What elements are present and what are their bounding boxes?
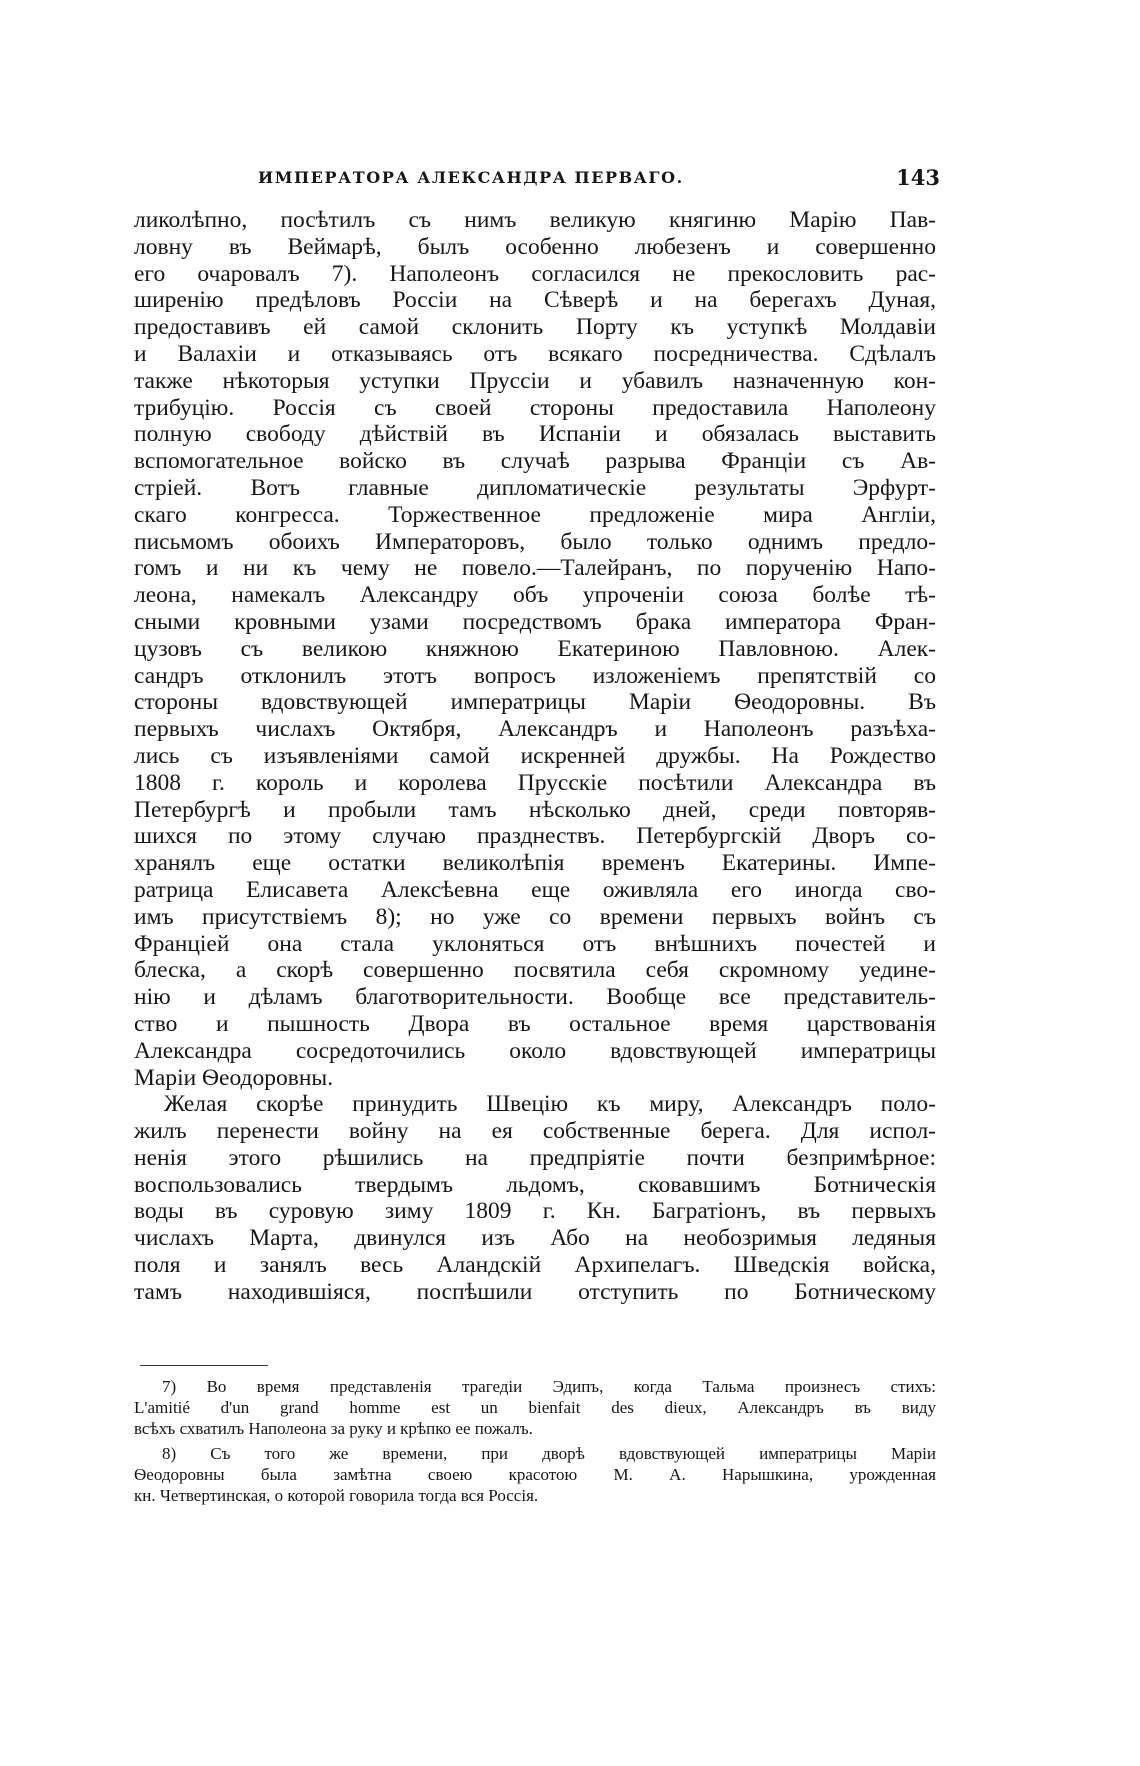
body-line: тамъ находившіяся, поспѣшили отступить по Ботническому (134, 1278, 936, 1305)
body-line: также нѣкоторыя уступки Пруссіи и убавилъ назначенную кон- (134, 367, 936, 394)
body-line: воды въ суровую зиму 1809 г. Кн. Багратіонъ, въ первыхъ (134, 1198, 936, 1225)
body-line: и Валахіи и отказываясь отъ всякаго посредничества. Сдѣлалъ (134, 340, 936, 367)
body-line: первыхъ числахъ Октября, Александръ и Наполеонъ разъѣха- (134, 716, 936, 743)
body-line: ловну въ Веймарѣ, былъ особенно любезенъ и совершенно (134, 233, 936, 260)
body-line: воспользовались твердымъ льдомъ, сковавшимъ Ботническія (134, 1171, 936, 1198)
footnote-7-line: всѣхъ схватилъ Наполеона за руку и крѣпко ее пожалъ. (134, 1419, 533, 1438)
body-line: сандръ отклонилъ этотъ вопросъ изложеніемъ препятствій со (134, 662, 936, 689)
body-line: Франціей она стала уклоняться отъ внѣшнихъ почестей и (134, 930, 936, 957)
body-line: трибуцію. Россія съ своей стороны предоставила Наполеону (134, 394, 936, 421)
body-line: лись съ изъявленіями самой искренней дружбы. На Рождество (134, 742, 936, 769)
body-line: леона, намекалъ Александру объ упроченіи союза болѣе тѣ- (134, 582, 936, 609)
body-line: поля и занялъ весь Аландскій Архипелагъ. Шведскія войска, (134, 1252, 936, 1279)
body-line: предоставивъ ей самой склонить Порту къ уступкѣ Молдавіи (134, 314, 936, 341)
footnote-7-line: 7) Во время представленія трагедіи Эдипъ, когда Тальма произнесъ стихъ: (162, 1377, 936, 1396)
body-line: сными кровными узами посредствомъ брака императора Фран- (134, 608, 936, 635)
body-line: его очаровалъ 7). Наполеонъ согласился не прекословить рас- (134, 260, 936, 287)
running-title: ИМПЕРАТОРА АЛЕКСАНДРА ПЕРВАГО. (258, 168, 684, 187)
body-line: ликолѣпно, посѣтилъ съ нимъ великую княгиню Марію Пав- (134, 207, 936, 233)
footnotes (134, 1376, 936, 1506)
body-line: шихся по этому случаю празднествъ. Петербургскій Дворъ со- (134, 823, 936, 850)
body-line: стріей. Вотъ главные дипломатическіе результаты Эрфурт- (134, 474, 936, 501)
footnote-divider (140, 1365, 268, 1366)
body-line: письмомъ обоихъ Императоровъ, было только однимъ предло- (134, 528, 936, 555)
body-line: жилъ перенести войну на ея собственные берега. Для испол- (134, 1118, 936, 1145)
body-line: скаго конгресса. Торжественное предложеніе мира Англіи, (134, 501, 936, 528)
body-line-paragraph-start: Желая скорѣе принудить Швецію къ миру, Александръ поло- (164, 1091, 936, 1118)
body-line: вспомогательное войско въ случаѣ разрыва Франціи съ Ав- (134, 448, 936, 475)
running-header (140, 165, 940, 198)
footnote-8-line: 8) Съ того же времени, при дворѣ вдовствующей императрицы Маріи (162, 1444, 936, 1463)
body-line: стороны вдовствующей императрицы Маріи Ѳеодоровны. Въ (134, 689, 936, 716)
body-line-paragraph-end: Маріи Ѳеодоровны. (134, 1064, 334, 1091)
body-line: ширенію предѣловъ Россіи на Сѣверѣ и на берегахъ Дуная, (134, 287, 936, 314)
body-text (134, 207, 936, 1306)
body-line: нію и дѣламъ благотворительности. Вообще все представитель- (134, 984, 936, 1011)
body-line: Петербургѣ и пробыли тамъ нѣсколько дней, среди повторяв- (134, 796, 936, 823)
body-line: Александра сосредоточились около вдовствующей императрицы (134, 1037, 936, 1064)
body-line: полную свободу дѣйствій въ Испаніи и обязалась выставить (134, 421, 936, 448)
body-line: 1808 г. король и королева Прусскіе посѣтили Александра въ (134, 769, 936, 796)
footnote-8-line: кн. Четвертинская, о которой говорила тогда вся Россія. (134, 1486, 539, 1505)
body-line: ство и пышность Двора въ остальное время царствованія (134, 1010, 936, 1037)
body-line: блеска, а скорѣ совершенно посвятила себя скромному уедине- (134, 957, 936, 984)
body-line: цузовъ съ великою княжною Екатериною Павловною. Алек- (134, 635, 936, 662)
body-line: гомъ и ни къ чему не повело.—Талейранъ, по порученію Напо- (134, 555, 936, 582)
body-line: хранялъ еще остатки великолѣпія временъ Екатерины. Импе- (134, 850, 936, 877)
footnote-8-line: Ѳеодоровны была замѣтна своею красотою М. А. Нарышкина, урожденная (134, 1465, 936, 1484)
body-line: числахъ Марта, двинулся изъ Або на необозримыя ледяныя (134, 1225, 936, 1252)
page-number: 143 (896, 165, 940, 190)
footnote-7-line: L'amitié d'un grand homme est un bienfait des dieux, Александръ въ виду (134, 1398, 936, 1417)
body-line: ратрица Елисавета Алексѣевна еще оживляла его иногда сво- (134, 876, 936, 903)
body-line: имъ присутствіемъ 8); но уже со времени первыхъ войнъ съ (134, 903, 936, 930)
body-line: ненія этого рѣшились на предпріятіе почти безпримѣрное: (134, 1144, 936, 1171)
